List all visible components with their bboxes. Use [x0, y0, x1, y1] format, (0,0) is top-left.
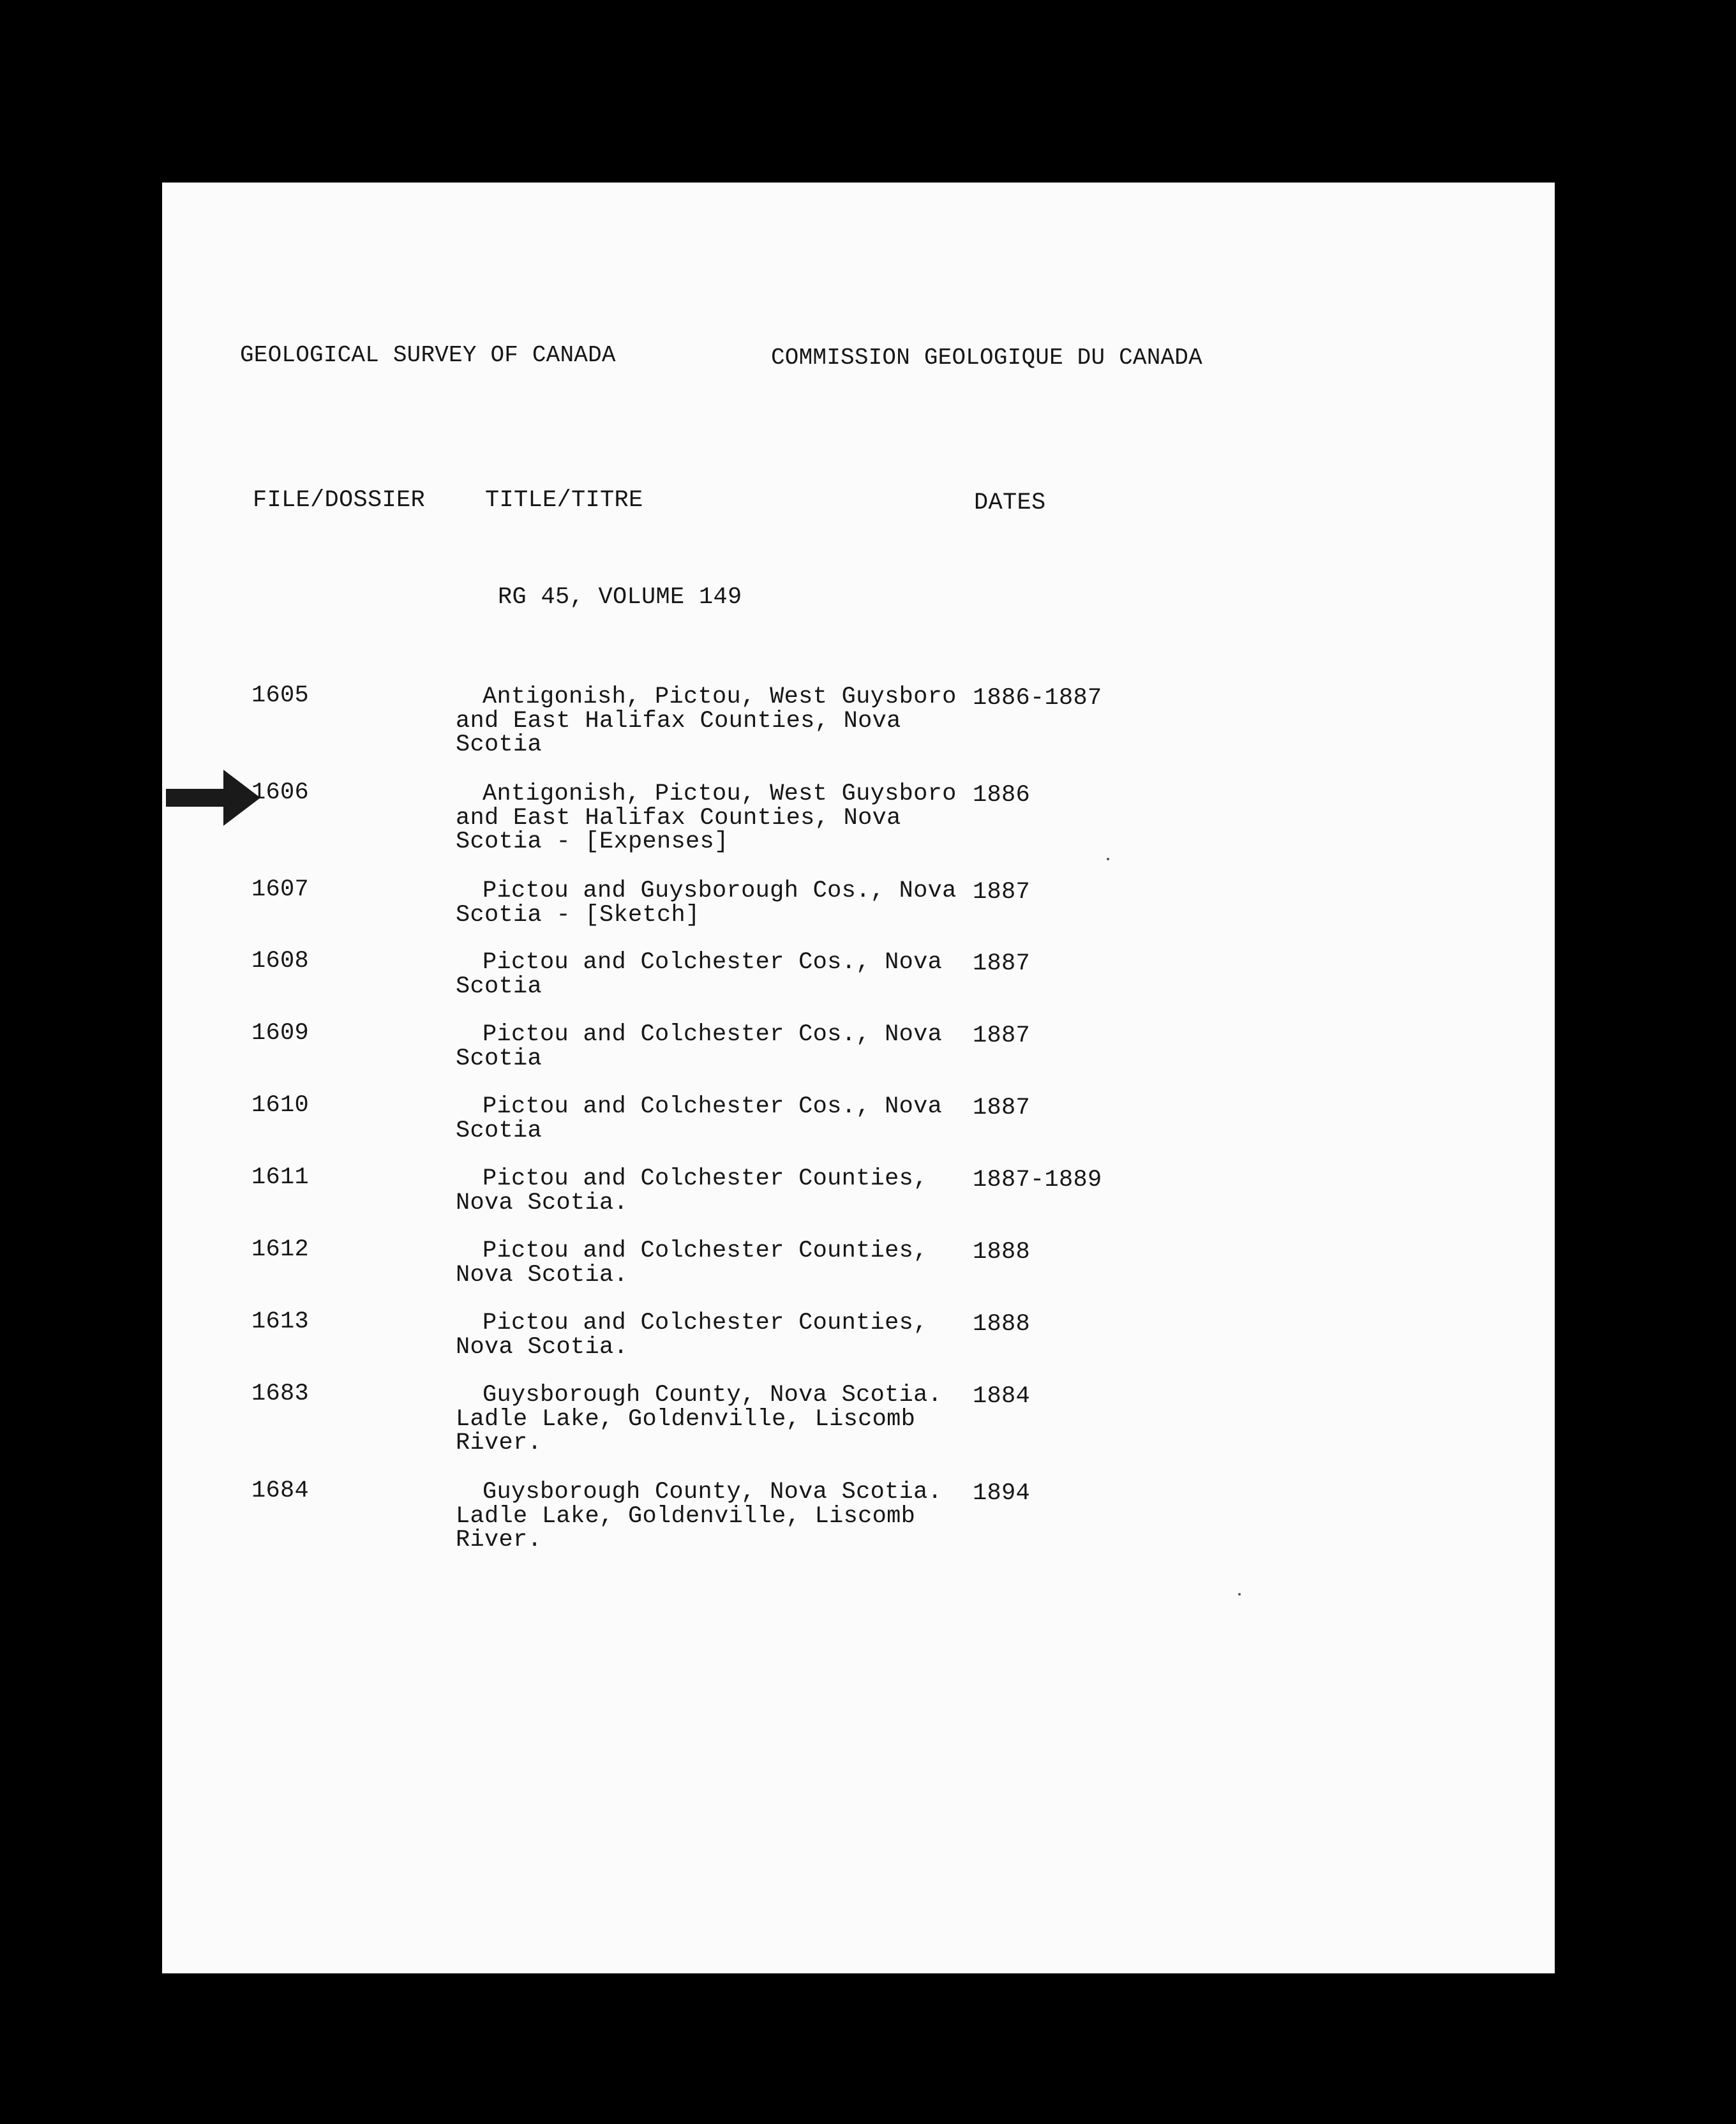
file-title: [456, 1384, 942, 1456]
file-title-line: Scotia: [456, 1045, 542, 1072]
header-right: COMMISSION GEOLOGIQUE DU CANADA: [771, 345, 1202, 371]
file-title-line: and East Halifax Counties, Nova: [456, 707, 901, 735]
file-title-line: Guysborough County, Nova Scotia.: [483, 1382, 943, 1409]
file-title-line: Scotia - [Sketch]: [456, 901, 700, 929]
file-title: [456, 782, 957, 855]
scan-speck: [1238, 1593, 1241, 1596]
file-number: 1609: [251, 1020, 310, 1047]
volume-label: RG 45, VOLUME 149: [498, 584, 742, 611]
file-title-line: Pictou and Guysborough Cos., Nova: [483, 878, 957, 904]
file-title: [456, 685, 957, 758]
file-title: [456, 1312, 928, 1359]
arrow-right-icon: [166, 770, 260, 826]
file-number: 1607: [251, 876, 310, 903]
file-title-line: Pictou and Colchester Counties,: [483, 1238, 928, 1264]
file-title-line: Guysborough County, Nova Scotia.: [483, 1479, 943, 1506]
file-title: [456, 951, 942, 999]
file-title-line: Nova Scotia.: [456, 1261, 629, 1289]
file-dates: 1884: [973, 1383, 1031, 1410]
header-left: GEOLOGICAL SURVEY OF CANADA: [240, 342, 616, 368]
file-title-line: Antigonish, Pictou, West Guysboro: [483, 684, 957, 710]
file-dates: 1886: [973, 782, 1031, 809]
file-title-line: Ladle Lake, Goldenville, Liscomb: [456, 1502, 916, 1530]
file-title-line: River.: [456, 1527, 542, 1553]
file-title: [456, 1167, 928, 1215]
file-title: [456, 1481, 942, 1553]
file-title-line: Pictou and Colchester Cos., Nova: [483, 949, 943, 976]
file-number: 1684: [251, 1477, 310, 1504]
file-title-line: Nova Scotia.: [456, 1189, 629, 1216]
column-header-file: FILE/DOSSIER: [253, 487, 426, 514]
file-number: 1611: [251, 1164, 310, 1191]
file-title-line: Scotia: [456, 731, 542, 758]
file-dates: 1887-1889: [973, 1167, 1102, 1193]
column-header-title: TITLE/TITRE: [485, 487, 643, 514]
file-number: 1610: [251, 1092, 310, 1119]
file-dates: 1888: [973, 1311, 1031, 1338]
file-number: 1605: [251, 682, 310, 709]
file-title: [456, 879, 957, 927]
scan-speck: [1107, 858, 1109, 860]
file-title-line: Antigonish, Pictou, West Guysboro: [483, 781, 957, 807]
file-title-line: Scotia: [456, 973, 542, 1000]
file-title-line: Nova Scotia.: [456, 1333, 629, 1361]
file-title-line: Ladle Lake, Goldenville, Liscomb: [456, 1405, 916, 1433]
file-title: [456, 1023, 942, 1071]
file-number: 1608: [251, 948, 310, 975]
file-number: 1613: [251, 1308, 310, 1335]
file-title: [456, 1095, 942, 1143]
file-title-line: Pictou and Colchester Counties,: [483, 1165, 928, 1192]
column-header-dates: DATES: [974, 490, 1046, 516]
file-number: 1606: [251, 779, 310, 806]
file-title-line: and East Halifax Counties, Nova: [456, 804, 901, 832]
file-title-line: Pictou and Colchester Cos., Nova: [483, 1093, 943, 1120]
file-dates: 1887: [973, 1095, 1031, 1121]
file-dates: 1887: [973, 1022, 1031, 1049]
file-dates: 1886-1887: [973, 685, 1102, 712]
file-title-line: Scotia: [456, 1117, 542, 1144]
file-dates: 1888: [973, 1239, 1031, 1266]
file-title-line: Scotia - [Expenses]: [456, 828, 729, 855]
document-page: [162, 183, 1555, 1973]
file-number: 1612: [251, 1236, 310, 1263]
file-title-line: River.: [456, 1430, 542, 1456]
file-dates: 1894: [973, 1480, 1031, 1507]
file-title-line: Pictou and Colchester Cos., Nova: [483, 1021, 943, 1048]
file-dates: 1887: [973, 950, 1031, 977]
file-title-line: Pictou and Colchester Counties,: [483, 1310, 928, 1336]
file-dates: 1887: [973, 879, 1031, 906]
file-title: [456, 1239, 928, 1287]
file-number: 1683: [251, 1380, 310, 1407]
